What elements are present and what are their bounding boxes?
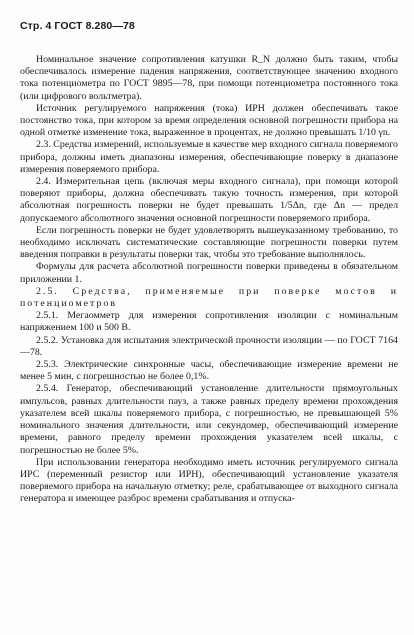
paragraph-2-5-4: 2.5.4. Генератор, обеспечивающий установление длительности прямоугольных импульсов, равных длительности пауз, а также равных пределу времени прохождения указателем всей шкалы поверяемого прибора, с погрешностью, не превышающей 5% номинального значения длительности, или секундомер, обеспечивающий измерение времени, равного пределу времени прохождения указателем всей шкалы, с погрешностью не более 5%. [20,383,398,456]
paragraph-voltage-source: Источник регулируемого напряжения (тока) ИРН должен обеспечивать такое постоянство тока, при котором за время определения основной погрешности прибора на одной отметке изменение тока, выраженное в процентах, не должно превышать 1/10 γn. [20,102,398,139]
paragraph-nominal-resistance: Номинальное значение сопротивления катушки R_N должно быть таким, чтобы обеспечивалось измерение падения напряжения, соответствующее значению входного тока потенциометра по ГОСТ 9895—78, при помощи потенциометра постоянного тока (или цифрового вольтметра). [20,54,398,102]
paragraph-2-5-2: 2.5.2. Установка для испытания электрической прочности изоляции — по ГОСТ 7164—78. [20,334,398,358]
paragraph-formulas: Формулы для расчета абсолютной погрешности поверки приведены в обязательном приложении 1. [20,261,398,285]
paragraph-2-4: 2.4. Измерительная цепь (включая меры входного сигнала), при помощи которой поверяют приборы, должна обеспечивать такую точность измерения, при которой абсолютная погрешность поверки не будет превышать 1/5Δn, где Δn — предел допускаемого абсолютного значения основной погрешности поверяемого прибора. [20,176,398,224]
paragraph-2-5-3: 2.5.3. Электрические синхронные часы, обеспечивающие измерение времени не менее 5 мин, с погрешностью не более 0,1%. [20,359,398,383]
page-header: Стр. 4 ГОСТ 8.280—78 [20,20,135,32]
document-body [20,54,398,506]
paragraph-generator-usage: При использовании генератора необходимо иметь источник регулируемого сигнала ИРС (переменный резистор или ИРН), обеспечивающий установление указателя поверяемого прибора на начальную отметку; реле, срабатывающее от выходного сигнала генератора и имеющее разброс времени срабатывания и отпуска- [20,456,398,505]
paragraph-error-correction: Если погрешность поверки не будет удовлетворять вышеуказанному требованию, то необходимо исключать систематические составляющие погрешности поверки путем введения поправки в результаты поверки так, чтобы это требование выполнялось. [20,224,398,261]
paragraph-2-5-heading: 2.5. Средства, применяемые при поверке мостов и потенциометров [20,285,398,310]
paragraph-2-3: 2.3. Средства измерений, используемые в качестве мер входного сигнала поверяемого прибора, должны иметь диапазоны измерения, обеспечивающие поверку в диапазоне измерения поверяемого прибора. [20,139,398,175]
paragraph-2-5-1: 2.5.1. Мегаомметр для измерения сопротивления изоляции с номинальным напряжением 100 и 500 В. [20,310,398,334]
